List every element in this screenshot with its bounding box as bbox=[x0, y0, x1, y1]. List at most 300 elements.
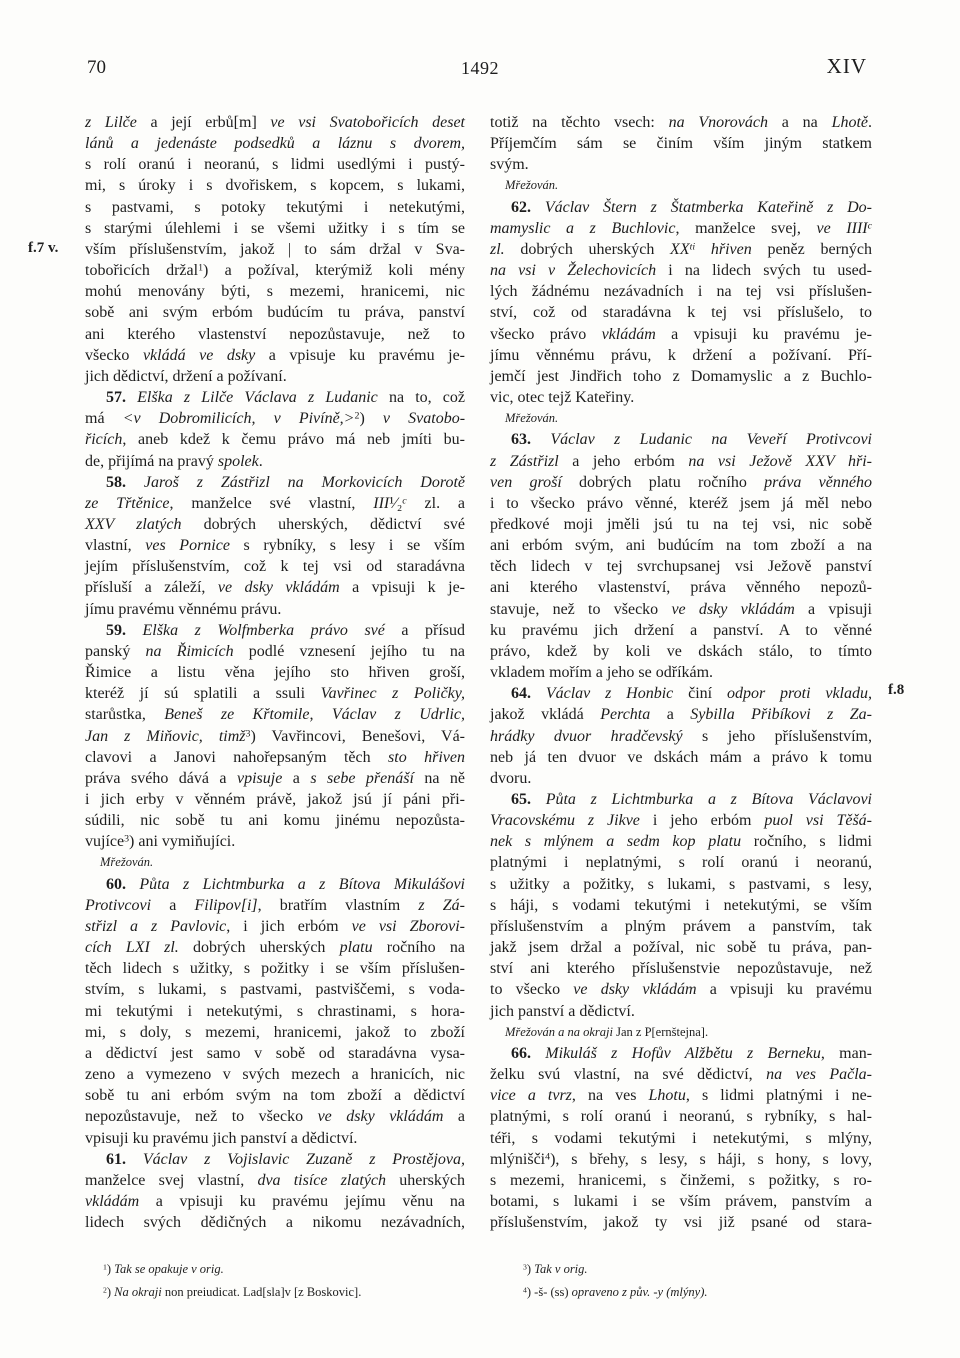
text-line bbox=[490, 768, 872, 789]
text-line bbox=[85, 493, 465, 514]
text-line bbox=[85, 197, 465, 218]
text-line bbox=[85, 683, 465, 704]
text-segment: Tak v orig. bbox=[534, 1262, 588, 1276]
text-line bbox=[85, 324, 465, 345]
text-segment: Na okraji bbox=[114, 1284, 162, 1299]
text-segment: XX bbox=[670, 240, 690, 258]
text-line bbox=[85, 366, 465, 387]
text-segment: z Zá- bbox=[418, 896, 466, 914]
text-segment: těch lidech v tej svrchupsanej vsi Ježově panství bbox=[490, 558, 872, 576]
text-segment: jich panství a dědictví. bbox=[490, 1002, 635, 1020]
text-segment: Václav z Honbic bbox=[545, 685, 674, 703]
text-segment: ) bbox=[526, 1262, 535, 1276]
text-segment: hrádky dvuor hradčevský bbox=[490, 727, 683, 745]
text-segment: 65. bbox=[511, 791, 531, 808]
text-segment: a její erbů[m] bbox=[136, 114, 271, 131]
text-line bbox=[490, 1043, 872, 1064]
text-line bbox=[85, 302, 465, 323]
text-line bbox=[85, 1064, 465, 1085]
text-line bbox=[85, 789, 465, 810]
text-segment: dobrých uherských bbox=[504, 240, 671, 258]
text-line bbox=[85, 704, 465, 725]
text-segment: a dědictví jest samo v sobě od staradávna vysa- bbox=[85, 1044, 465, 1062]
text-segment: ve dsky vkládám bbox=[573, 981, 697, 999]
text-line bbox=[85, 599, 465, 620]
text-segment: s mezemi, hranicemi, s činžemi, s požitky, s ro- bbox=[490, 1171, 872, 1189]
text-segment: non preiudicat. Lad[sla]v [z Boskovic]. bbox=[161, 1284, 362, 1299]
text-line bbox=[490, 154, 872, 175]
text-line bbox=[490, 1170, 872, 1191]
text-segment: . bbox=[258, 452, 263, 470]
text-line bbox=[490, 345, 872, 366]
text-segment bbox=[126, 622, 143, 639]
text-segment: , aneb kdež k čemu právo má neb jmíti bu- bbox=[122, 431, 465, 449]
text-segment: 58. bbox=[106, 473, 126, 491]
text-segment: vpisuji ku pravému jich panství a dědictví. bbox=[85, 1129, 358, 1147]
text-segment: zl. a bbox=[406, 494, 466, 512]
text-segment: ství ani kterého příslušenstvie nepozůstavuje, než bbox=[490, 960, 872, 978]
text-segment: odpor proti vkladu, bbox=[726, 685, 873, 703]
text-line bbox=[85, 1170, 465, 1191]
text-segment: mi, s doly, s mezemi, hranicemi, jakož to zboží bbox=[85, 1023, 465, 1041]
text-line bbox=[490, 577, 872, 598]
text-segment: střizl a z Pavlovic bbox=[85, 917, 227, 935]
text-segment: ství, což od staradávna k tej vsi příslušelo, to bbox=[490, 304, 872, 322]
text-segment: z Lilče bbox=[85, 114, 137, 131]
text-segment: ti bbox=[689, 241, 696, 253]
footnote-line bbox=[523, 1281, 901, 1304]
text-line bbox=[490, 472, 872, 493]
text-segment: a jeho erbóm bbox=[558, 452, 689, 470]
text-line bbox=[490, 683, 872, 704]
text-line bbox=[490, 704, 872, 725]
text-line bbox=[490, 239, 872, 260]
text-segment: tobořicích držal bbox=[85, 262, 199, 280]
text-segment: všecko bbox=[85, 346, 143, 364]
text-segment: v Svatobo- bbox=[382, 410, 466, 428]
text-line bbox=[85, 810, 465, 831]
text-segment: i na lidech svých tu used- bbox=[656, 262, 872, 280]
text-segment: Jan z Miňovic, timž bbox=[85, 727, 246, 745]
text-segment: zl. bbox=[490, 240, 505, 258]
text-segment: panský bbox=[85, 642, 146, 660]
text-segment bbox=[531, 1045, 545, 1062]
footnotes-right bbox=[523, 1258, 901, 1303]
text-segment: , s lidmi platnými i ne- bbox=[685, 1087, 872, 1105]
text-segment: 1 bbox=[198, 262, 204, 274]
text-line bbox=[490, 387, 872, 408]
text-segment: , na ves bbox=[571, 1087, 649, 1105]
text-segment: ¹⁄₂ bbox=[389, 494, 403, 512]
text-segment: a bbox=[282, 769, 311, 787]
text-segment: , manželce své vlastní, bbox=[169, 494, 374, 512]
text-segment: jejím příslušenstvím, což k tej vsi od staradávna bbox=[85, 558, 465, 576]
text-line bbox=[85, 451, 465, 472]
text-line bbox=[490, 726, 872, 747]
text-column-right bbox=[490, 112, 872, 1233]
text-segment: téři, s vodami tekutými i netekutými, s mlýny, bbox=[490, 1129, 872, 1147]
text-segment: Mřežován. bbox=[505, 178, 559, 193]
text-segment: Jan z P[ernštejna]. bbox=[612, 1024, 709, 1039]
text-segment: práva věnného bbox=[764, 473, 872, 491]
text-segment: 60. bbox=[106, 875, 126, 893]
text-segment: stvím, s lukami, s pastvami, pastviščemi, s voda- bbox=[85, 981, 465, 999]
text-segment: ve dsky vkládám bbox=[671, 600, 795, 618]
text-segment: sto hřiven bbox=[388, 748, 465, 766]
text-segment: na ně bbox=[413, 769, 465, 787]
text-segment: cích LXI zl. bbox=[85, 939, 179, 957]
text-segment: a bbox=[151, 896, 195, 914]
text-segment: ) ani vymiňujíci. bbox=[129, 833, 236, 851]
text-segment: , bratřím vlastním bbox=[257, 896, 419, 914]
text-segment: ani kterého vlastenství, práva věnného nepozů- bbox=[490, 579, 872, 597]
text-line bbox=[490, 324, 872, 345]
text-segment bbox=[531, 431, 550, 448]
text-segment bbox=[531, 685, 546, 702]
text-segment: řicích bbox=[85, 431, 123, 449]
text-segment: ves Pornice bbox=[145, 537, 230, 555]
volume-numeral: XIV bbox=[826, 54, 867, 78]
text-line bbox=[490, 260, 872, 281]
text-segment: i jeho erbóm bbox=[639, 812, 765, 830]
text-segment: , man- bbox=[820, 1044, 873, 1062]
text-segment: dvoru. bbox=[490, 769, 532, 787]
text-segment: Perchta bbox=[600, 706, 651, 724]
text-segment: Protivcovi bbox=[85, 896, 152, 914]
text-segment: dobrých platu ročního bbox=[561, 473, 765, 491]
text-segment: botami, s lukami i se vším právem, panstvím a bbox=[490, 1192, 872, 1210]
text-segment: ) bbox=[526, 1284, 535, 1299]
text-column-left bbox=[85, 112, 465, 1233]
text-segment: platnými i neplatnými, s rolí oranú i neoranú, bbox=[490, 854, 872, 872]
text-segment: na Řimicích bbox=[145, 642, 234, 660]
text-segment: na ves Pačla- bbox=[766, 1066, 872, 1084]
text-line bbox=[85, 345, 465, 366]
text-line bbox=[490, 556, 872, 577]
text-line bbox=[85, 281, 465, 302]
text-segment: vlastní, bbox=[85, 537, 146, 555]
text-segment: dobrých uherských, dědictví své bbox=[181, 515, 465, 533]
text-segment: ) bbox=[106, 1262, 115, 1276]
scribal-note-line bbox=[490, 408, 872, 429]
text-segment: a přísud bbox=[384, 621, 466, 639]
text-segment: Lhotě bbox=[831, 114, 869, 131]
text-line bbox=[490, 197, 872, 218]
text-segment: 59. bbox=[106, 621, 126, 639]
text-line bbox=[85, 1212, 465, 1233]
text-segment: dobrých uherských bbox=[178, 939, 340, 957]
text-segment: 62. bbox=[511, 198, 531, 216]
text-segment: a vpisuje ku pravému je- bbox=[255, 346, 466, 364]
text-segment: 4 bbox=[523, 1285, 527, 1295]
text-segment: jímu pravému věnnému právu. bbox=[85, 600, 282, 618]
text-segment: totiž na těchto vsech: bbox=[490, 114, 669, 131]
text-segment: Václav z Vojislavic Zuzaně z Prostějova, bbox=[142, 1150, 465, 1168]
text-segment: ve vsi Zborovi- bbox=[351, 917, 466, 935]
text-line bbox=[85, 577, 465, 598]
text-line bbox=[490, 535, 872, 556]
text-segment: -š- (ss) bbox=[534, 1284, 572, 1299]
text-line bbox=[85, 662, 465, 683]
text-segment: 4 bbox=[545, 1151, 551, 1163]
text-line bbox=[490, 366, 872, 387]
text-line bbox=[490, 1106, 872, 1127]
text-line bbox=[85, 1085, 465, 1106]
text-segment: Mřežován a na okraji bbox=[505, 1024, 613, 1039]
text-segment: příslušenstvím, jakož ty vsi již psané od stara- bbox=[490, 1214, 872, 1232]
text-line bbox=[490, 218, 872, 239]
text-line bbox=[85, 429, 465, 450]
text-segment: zeno a vymezeno v svých mezech a hranicích, nic bbox=[85, 1066, 465, 1084]
text-segment: 1 bbox=[103, 1262, 107, 1272]
text-segment: želku svú vlastní, na své dědictví, bbox=[490, 1066, 767, 1084]
text-segment: , manželce svej, bbox=[675, 219, 817, 237]
text-segment: Řimice a listu věna jejího sto hřiven groší, bbox=[85, 664, 465, 682]
text-segment bbox=[531, 791, 546, 808]
text-segment: a vpisuji k je- bbox=[339, 579, 465, 597]
text-segment: opraveno z pův. -y (mlýny). bbox=[571, 1284, 708, 1299]
text-segment: hřiven bbox=[695, 240, 752, 258]
text-line bbox=[490, 1085, 872, 1106]
text-segment: 63. bbox=[511, 431, 531, 449]
text-line bbox=[85, 747, 465, 768]
text-segment: III bbox=[373, 494, 390, 512]
text-line bbox=[490, 747, 872, 768]
text-segment: a bbox=[650, 706, 691, 724]
scribal-note-line bbox=[490, 1022, 872, 1043]
text-line bbox=[490, 112, 872, 133]
text-segment: vkládá ve dsky bbox=[142, 346, 256, 364]
text-line bbox=[85, 408, 465, 429]
text-segment: clavovi a Janovi nahořepsaným těch bbox=[85, 748, 389, 766]
text-segment: s pastvami, s potoky tekutými i netekutými, bbox=[85, 198, 465, 216]
text-segment: vkládám bbox=[85, 1192, 140, 1210]
text-line bbox=[490, 852, 872, 873]
text-segment: s rybníky, s lesy i se vším bbox=[229, 537, 465, 555]
text-segment: těch lidech s užitky, s požitky i se vším příslušen- bbox=[85, 960, 465, 978]
text-line bbox=[490, 514, 872, 535]
text-segment: Elška z Wolfmberka právo své bbox=[142, 621, 385, 639]
text-segment: vším příslušenstvím, jakož | to sám držal v Sva- bbox=[85, 240, 465, 258]
text-segment: jemčí jest Jindřich toho z Domamyslic a z Buchlo- bbox=[490, 367, 872, 385]
text-segment: jakož vkládá bbox=[490, 706, 601, 724]
text-line bbox=[85, 218, 465, 239]
text-line bbox=[490, 979, 872, 1000]
scribal-note-line bbox=[85, 852, 465, 873]
text-line bbox=[490, 895, 872, 916]
text-segment: , i jich erbóm bbox=[226, 917, 352, 935]
text-segment: lidech svých dědičných a nikomu nezávadních, bbox=[85, 1214, 465, 1232]
text-segment: c bbox=[867, 220, 873, 232]
folio-margin-note-f8: f.8 bbox=[888, 682, 905, 698]
text-segment bbox=[126, 1151, 143, 1168]
text-segment: ve vsi Svatobořicích deset bbox=[270, 114, 465, 131]
text-segment: a bbox=[443, 1108, 465, 1126]
text-line bbox=[85, 958, 465, 979]
text-segment: vkládám bbox=[601, 325, 656, 343]
text-line bbox=[85, 556, 465, 577]
footnote-line bbox=[103, 1258, 481, 1281]
text-line bbox=[85, 1043, 465, 1064]
text-line bbox=[490, 831, 872, 852]
text-line bbox=[85, 133, 465, 154]
text-line bbox=[85, 514, 465, 535]
text-segment: a vpisuji ku pravému jejímu věnu na bbox=[139, 1192, 465, 1210]
text-line bbox=[85, 1149, 465, 1170]
text-segment bbox=[126, 876, 139, 893]
text-segment: Elška z Lilče Václava z Ludanic bbox=[137, 389, 378, 407]
text-segment: Mřežován. bbox=[505, 411, 559, 426]
text-segment: má bbox=[85, 410, 123, 428]
text-line bbox=[490, 641, 872, 662]
text-segment: z Zástřizl bbox=[490, 452, 559, 470]
text-line bbox=[490, 874, 872, 895]
text-segment: ročního na bbox=[372, 939, 465, 957]
text-segment: i to všecko právo věnné, kteréž jsem já měl nebo bbox=[490, 494, 872, 512]
text-segment: s rolí oranú i neoranú, s lidmi usedlými i pustý- bbox=[85, 156, 465, 174]
text-segment: přísluší a záleží, bbox=[85, 579, 218, 597]
text-segment: neb já ten dvuor ve dskách mám a právo k tomu bbox=[490, 748, 872, 766]
text-segment: starůstka, bbox=[85, 706, 165, 724]
text-segment: súdili, nic sobě tu ani komu jinému nepozůsta- bbox=[85, 812, 465, 830]
text-line bbox=[490, 1064, 872, 1085]
text-segment: Václav Štern z Štatmberka Kateřině z Do- bbox=[544, 198, 873, 216]
text-segment: mi tekutými i netekutými, s chrastinami, s hora- bbox=[85, 1002, 465, 1020]
text-segment: jich dědictví, držení a požívaní. bbox=[85, 367, 287, 385]
text-segment: podlé vznesení jejího tu na bbox=[233, 642, 466, 660]
folio-margin-note-f7v: f.7 v. bbox=[28, 240, 59, 256]
text-segment: 66. bbox=[511, 1044, 531, 1062]
text-line bbox=[85, 154, 465, 175]
text-segment: <v Dobromilicích, v Pivíně,> bbox=[122, 410, 355, 428]
text-segment: s háji, s vodami tekutými i netekutými, se vším bbox=[490, 896, 872, 914]
text-line bbox=[85, 1191, 465, 1212]
text-segment: 2 bbox=[103, 1285, 107, 1295]
text-segment: vkladem mořím a jeho se odříkám. bbox=[490, 664, 714, 682]
text-segment: všecko právo bbox=[490, 325, 602, 343]
text-segment: nek s mlýnem a sedm kop platu bbox=[490, 833, 742, 851]
text-line bbox=[85, 535, 465, 556]
text-segment: mamyslic a z Buchlovic bbox=[490, 219, 676, 237]
text-line bbox=[85, 1106, 465, 1127]
text-line bbox=[490, 937, 872, 958]
text-line bbox=[490, 429, 872, 450]
text-line bbox=[490, 1128, 872, 1149]
text-segment: Beneš ze Křtomile, Václav z Udrlic, bbox=[164, 706, 466, 724]
text-segment: lánů a jedenáste podsedků a láznu s dvorem, bbox=[85, 135, 465, 153]
text-segment: vice a tvrz bbox=[490, 1087, 572, 1105]
text-segment: platu bbox=[339, 939, 373, 957]
text-segment: právo, kdež by koli ve dskách stálo, to tímto bbox=[490, 642, 872, 660]
text-segment: 3 bbox=[245, 728, 251, 740]
text-line bbox=[85, 916, 465, 937]
text-line bbox=[85, 1001, 465, 1022]
text-segment: ), s břehy, s lesy, s háji, s hony, s lovy, bbox=[550, 1150, 872, 1168]
text-line bbox=[490, 493, 872, 514]
text-segment: s jeho příslušenstvím, bbox=[682, 727, 873, 745]
text-segment: . bbox=[868, 114, 873, 131]
text-line bbox=[85, 831, 465, 852]
text-segment: ve dsky vkládám bbox=[217, 579, 340, 597]
text-segment: Sybilla Přibíkovi z Za- bbox=[690, 706, 873, 724]
footnote-line bbox=[523, 1258, 901, 1281]
text-segment: 2 bbox=[354, 410, 360, 422]
text-line bbox=[490, 302, 872, 323]
text-segment: svým. bbox=[490, 156, 529, 174]
text-segment: s užitky a požitky, s lukami, s pastvami, s lesy, bbox=[490, 875, 872, 893]
text-segment: platnými, s rolí oranú i neoranú, s rybníky, s hal- bbox=[490, 1108, 872, 1126]
text-segment: na vsi v Želechovicích bbox=[490, 262, 657, 280]
text-line bbox=[85, 112, 465, 133]
text-line bbox=[85, 979, 465, 1000]
text-line bbox=[85, 472, 465, 493]
text-segment: Václav z Ludanic na Veveří Protivcovi bbox=[550, 431, 872, 449]
text-segment bbox=[126, 474, 144, 491]
text-segment: ) Vavřincovi, Benešovi, Vá- bbox=[250, 727, 466, 745]
text-segment: činí bbox=[673, 685, 727, 703]
text-segment: Půta z Lichtmburka a z Bítova Mikulášovi bbox=[139, 875, 465, 893]
text-segment: 3 bbox=[523, 1262, 527, 1272]
text-segment: práva svého dává a bbox=[85, 769, 237, 787]
text-line bbox=[490, 599, 872, 620]
text-segment: vpisuje bbox=[236, 769, 283, 787]
text-segment: vujíce bbox=[85, 833, 125, 851]
text-segment: i jich erby v věnném právě, jakož jsú jí páni při- bbox=[85, 791, 465, 808]
text-line bbox=[85, 387, 465, 408]
text-segment: ) a požíval, kterýmiž koli mény bbox=[203, 262, 466, 280]
text-segment: ven groší bbox=[490, 473, 562, 491]
text-segment: 61. bbox=[106, 1150, 126, 1168]
text-segment: a na bbox=[768, 114, 832, 131]
text-line bbox=[85, 1022, 465, 1043]
text-segment: Lhotu bbox=[648, 1087, 686, 1105]
text-segment: de, přijímá na pravý bbox=[85, 452, 218, 470]
text-line bbox=[490, 1001, 872, 1022]
text-segment: uherských bbox=[386, 1171, 465, 1189]
text-line bbox=[490, 133, 872, 154]
text-segment: ) bbox=[359, 410, 383, 428]
text-segment: sobě tu ani erbóm svým na tom zboží a dědictví bbox=[85, 1087, 465, 1105]
text-segment: to všecko bbox=[490, 981, 574, 999]
text-segment: jakž jsem držal a požíval, nic sobě tu práva, pan- bbox=[490, 939, 872, 957]
text-line bbox=[85, 239, 465, 260]
text-segment: ) bbox=[106, 1284, 115, 1299]
text-segment: spolek bbox=[217, 452, 259, 470]
text-segment: Jaroš z Zástřizl na Morkovicích Dorotě bbox=[143, 473, 466, 491]
text-segment: sobě ani svým erbóm budúcím tu práva, panství bbox=[85, 304, 465, 322]
text-line bbox=[490, 281, 872, 302]
footnote-line bbox=[103, 1281, 481, 1304]
text-line bbox=[85, 620, 465, 641]
text-segment: 57. bbox=[106, 389, 126, 407]
text-segment: a vpisuji ku pravému bbox=[696, 981, 873, 999]
text-segment: Vavřinec z Poličky, bbox=[320, 685, 465, 703]
text-segment: mohú menovány býti, s mezemi, hranicemi, nic bbox=[85, 283, 465, 301]
text-segment: Tak se opakuje v orig. bbox=[114, 1262, 224, 1276]
text-segment: dva tisíce zlatých bbox=[257, 1171, 387, 1189]
year-heading: 1492 bbox=[461, 58, 499, 78]
text-segment: ročního, s lidmi bbox=[741, 833, 872, 851]
text-line bbox=[85, 175, 465, 196]
text-segment: vic, otec tejž Kateřiny. bbox=[490, 389, 635, 407]
text-line bbox=[490, 451, 872, 472]
text-segment: ani kterého vlastenství nepozůstavuje, než to bbox=[85, 325, 465, 343]
text-segment: Příjemčím sám se činím vším jiným statkem bbox=[490, 135, 872, 153]
text-segment: 3 bbox=[124, 833, 130, 845]
text-segment: předkové moji jměli jsú tu na tej vsi, nic sobě bbox=[490, 515, 872, 533]
text-segment: 64. bbox=[511, 685, 531, 703]
text-segment bbox=[531, 199, 545, 216]
